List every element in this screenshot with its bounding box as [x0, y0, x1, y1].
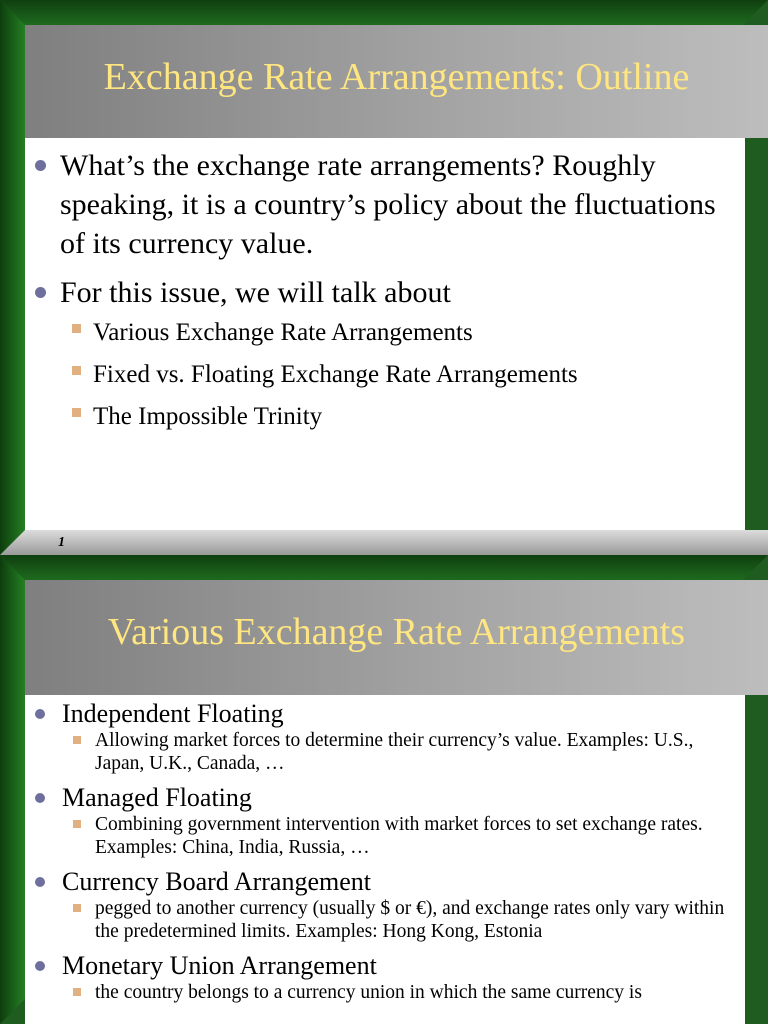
sub-bullet-text: Fixed vs. Floating Exchange Rate Arrangements — [93, 361, 578, 388]
sub-bullet-list — [25, 312, 745, 438]
slide-title: Various Exchange Rate Arrangements — [107, 611, 686, 653]
sub-bullet-list — [25, 729, 745, 782]
slide-2 — [0, 555, 768, 1024]
sub-bullet-item — [25, 897, 745, 943]
frame-left-bevel — [0, 555, 25, 1024]
slide-title: Exchange Rate Arrangements: Outline — [103, 56, 690, 98]
title-band — [25, 580, 768, 695]
sub-bullet-text: Allowing market forces to determine their currency’s value. Examples: U.S., Japan, U.K., Canada, … — [95, 730, 694, 774]
sub-bullet-text: Various Exchange Rate Arrangements — [93, 319, 473, 346]
sub-bullet-item — [25, 396, 745, 438]
slide-number: 1 — [58, 535, 65, 550]
bullet-dot-icon — [35, 961, 45, 971]
bullet-item — [25, 146, 745, 263]
bullet-dot-icon — [35, 877, 45, 887]
square-bullet-icon — [73, 736, 81, 744]
bullet-item — [25, 782, 745, 866]
title-band — [25, 25, 768, 138]
sub-bullet-text: the country belongs to a currency union in which the same currency is — [95, 982, 642, 1003]
sub-bullet-list — [25, 813, 745, 866]
square-bullet-icon — [73, 988, 81, 996]
bullet-text: What’s the exchange rate arrangements? Roughly speaking, it is a country’s policy about the fluctuations of its currency value. — [60, 149, 716, 260]
square-bullet-icon — [73, 904, 81, 912]
slide-content — [25, 138, 745, 530]
sub-bullet-item — [25, 981, 745, 1004]
bullet-dot-icon — [35, 793, 45, 803]
bullet-item — [25, 866, 745, 950]
bullet-list — [25, 695, 745, 1011]
sub-bullet-item — [25, 729, 745, 775]
sub-bullet-item — [25, 813, 745, 859]
slide-content — [25, 695, 745, 1024]
bullet-text: Managed Floating — [62, 783, 252, 812]
bullet-dot-icon — [35, 287, 46, 298]
square-bullet-icon — [72, 366, 81, 375]
frame-bottom-bevel — [0, 530, 768, 555]
frame-top-bevel — [0, 0, 768, 25]
sub-bullet-item — [25, 312, 745, 354]
bullet-item — [25, 273, 745, 438]
bullet-text: Currency Board Arrangement — [62, 867, 372, 896]
bullet-list — [25, 138, 745, 438]
sub-bullet-item — [25, 354, 745, 396]
sub-bullet-list — [25, 897, 745, 950]
bullet-text: Independent Floating — [62, 699, 284, 728]
square-bullet-icon — [72, 408, 81, 417]
square-bullet-icon — [72, 324, 81, 333]
sub-bullet-text: The Impossible Trinity — [93, 403, 323, 430]
sub-bullet-text: Combining government intervention with market forces to set exchange rates. Examples: China, India, Russia, … — [95, 814, 703, 858]
frame-left-bevel — [0, 0, 25, 555]
bullet-text: For this issue, we will talk about — [60, 276, 451, 309]
bullet-dot-icon — [35, 709, 45, 719]
sub-bullet-text: pegged to another currency (usually $ or €), and exchange rates only vary within the predetermined limits. Examples: Hong Kong, Estonia — [95, 898, 725, 942]
bullet-dot-icon — [35, 160, 46, 171]
sub-bullet-list — [25, 981, 745, 1011]
bullet-text: Monetary Union Arrangement — [62, 951, 377, 980]
bullet-item — [25, 950, 745, 1011]
frame-top-bevel — [0, 555, 768, 580]
bullet-item — [25, 698, 745, 782]
square-bullet-icon — [73, 820, 81, 828]
